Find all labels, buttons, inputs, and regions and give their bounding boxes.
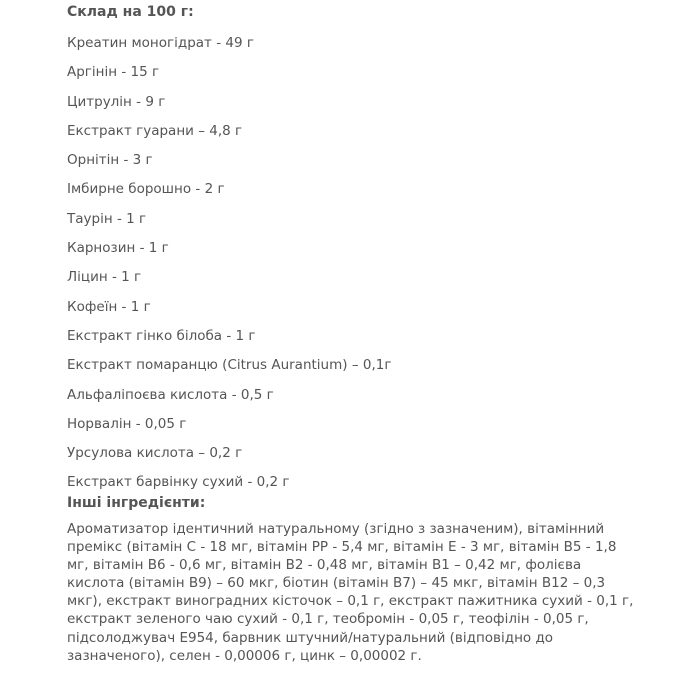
ingredient-item: Карнозин - 1 г [67, 240, 169, 257]
other-ingredients-heading: Інші інгредієнти: [67, 495, 206, 511]
composition-heading: Склад на 100 г: [67, 4, 194, 20]
other-ingredients-text: Ароматизатор ідентичний натуральному (згідно з зазначеним), вітамінний премікс (вітамін С - 18 мг, вітамін PP - 5,4 мг, вітамін E - 3 мг, вітамін В5 - 1,8 мг, вітамін В6 - 0,6 мг, вітамін В2 - 0,48 мг, вітамін В1 – 0,42 мг, фолієва кислота (вітамін В9) – 60 мкг, біотин (вітамін В7) – 45 мкг, вітамін В12 – 0,3 мкг), екстракт виноградних кісточок – 0,1 г, екстракт пажитника сухий - 0,1 г, екстракт зеленого чаю сухий - 0,1 г, теобромін - 0,05 г, теофілін - 0,05 г, підсолоджувач Е954, барвник штучний/натуральний (відповідно до зазначеного), селен - 0,00006 г, цинк – 0,00002 г. [67, 521, 634, 664]
ingredient-item: Ліцин - 1 г [67, 269, 142, 286]
ingredient-item: Екстракт гуарани – 4,8 г [67, 122, 243, 139]
ingredient-item: Орнітін - 3 г [67, 152, 153, 169]
ingredient-item: Екстракт барвінку сухий - 0,2 г [67, 474, 290, 491]
ingredient-item: Цитрулін - 9 г [67, 93, 166, 110]
ingredient-item: Норвалін - 0,05 г [67, 415, 187, 432]
ingredient-item: Імбирне борошно - 2 г [67, 181, 225, 198]
ingredient-item: Креатин моногідрат - 49 г [67, 35, 254, 51]
ingredient-item: Екстракт помаранцю (Citrus Aurantium) – 0,1г [67, 357, 392, 374]
ingredient-item: Урсулова кислота – 0,2 г [67, 445, 243, 462]
ingredient-item: Альфаліпоєва кислота - 0,5 г [67, 386, 274, 403]
ingredient-item: Екстракт гінко білоба - 1 г [67, 327, 256, 344]
ingredient-item: Таурін - 1 г [67, 210, 147, 227]
ingredient-item: Аргінін - 15 г [67, 64, 160, 81]
ingredient-item: Кофеїн - 1 г [67, 298, 151, 315]
ingredient-list [67, 33, 391, 502]
